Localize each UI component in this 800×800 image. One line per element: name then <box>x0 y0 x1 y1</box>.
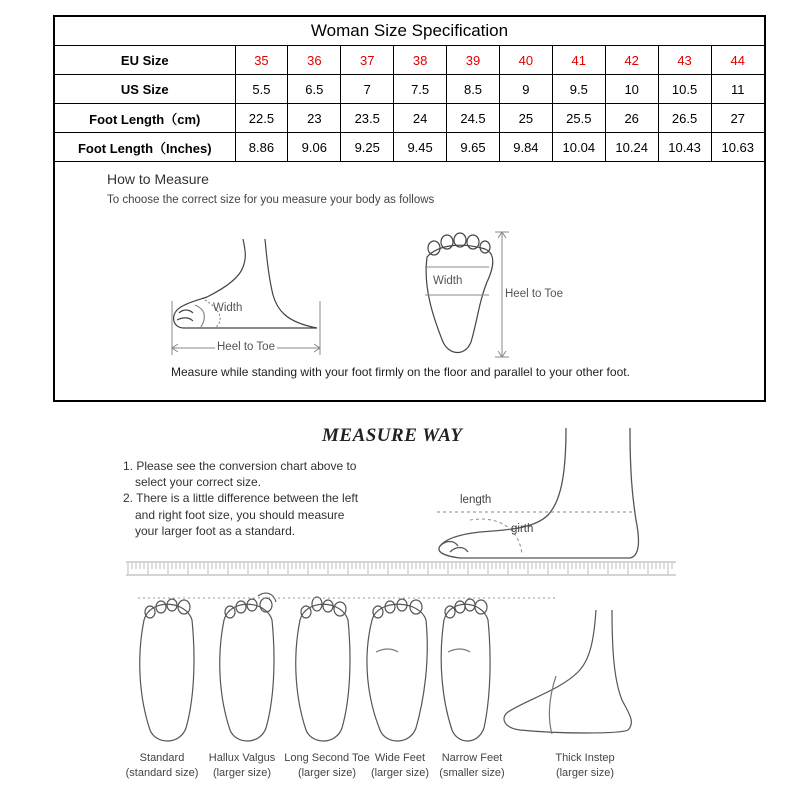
inch-cell: 9.06 <box>288 133 341 162</box>
row-label: EU Size <box>55 46 235 75</box>
how-to-measure-subtitle: To choose the correct size for you measure your body as follows <box>107 194 435 206</box>
eu-size-cell: 40 <box>499 46 552 75</box>
inch-cell: 9.84 <box>499 133 552 162</box>
eu-size-cell: 39 <box>447 46 500 75</box>
inch-cell: 9.45 <box>394 133 447 162</box>
foot-type-name: Thick Instep <box>555 752 615 764</box>
row-label: Foot Length（Inches) <box>55 133 235 162</box>
cm-cell: 25 <box>499 104 552 133</box>
girth-label: girth <box>511 523 534 535</box>
eu-size-cell: 37 <box>341 46 394 75</box>
cm-cell: 26.5 <box>658 104 711 133</box>
inch-cell: 8.86 <box>235 133 288 162</box>
eu-size-cell: 42 <box>605 46 658 75</box>
side-heel-to-toe-label: Heel to Toe <box>217 341 275 353</box>
cm-cell: 24 <box>394 104 447 133</box>
inch-cell: 9.25 <box>341 133 394 162</box>
us-size-cell: 7.5 <box>394 75 447 104</box>
foot-type-name: Hallux Valgus <box>208 752 276 764</box>
cm-cell: 27 <box>711 104 764 133</box>
top-heel-to-toe-label: Heel to Toe <box>505 288 563 300</box>
cm-cell: 23.5 <box>341 104 394 133</box>
inch-cell: 10.04 <box>552 133 605 162</box>
cm-cell: 26 <box>605 104 658 133</box>
foot-type-name: Long Second Toe <box>284 752 370 764</box>
cm-cell: 23 <box>288 104 341 133</box>
step-2-line-1: 2. There is a little difference between the left <box>123 491 359 505</box>
foot-type-size: (larger size) <box>370 767 430 779</box>
foot-type-size: (smaller size) <box>439 767 505 779</box>
us-size-cell: 8.5 <box>447 75 500 104</box>
step-1-line-1: 1. Please see the conversion chart above to <box>123 459 357 473</box>
inch-cell: 9.65 <box>447 133 500 162</box>
side-width-label: Width <box>213 302 243 314</box>
eu-size-cell: 41 <box>552 46 605 75</box>
foot-type-name: Standard <box>139 752 185 764</box>
us-size-cell: 7 <box>341 75 394 104</box>
us-size-cell: 9 <box>499 75 552 104</box>
step-1-line-2: select your correct size. <box>135 475 262 489</box>
eu-size-cell: 44 <box>711 46 764 75</box>
inch-cell: 10.24 <box>605 133 658 162</box>
us-size-cell: 9.5 <box>552 75 605 104</box>
measure-note: Measure while standing with your foot firmly on the floor and parallel to your other foot. <box>171 365 630 379</box>
cm-cell: 24.5 <box>447 104 500 133</box>
foot-type-standard <box>122 751 202 781</box>
top-width-label: Width <box>433 275 463 287</box>
how-to-measure-title: How to Measure <box>107 171 209 187</box>
us-size-cell: 10.5 <box>658 75 711 104</box>
size-table-title: Woman Size Specification <box>55 17 764 46</box>
inch-cell: 10.63 <box>711 133 764 162</box>
foot-type-size: (larger size) <box>212 767 272 779</box>
step-2-line-2: and right foot size, you should measure <box>135 508 345 522</box>
foot-type-hallux-valgus <box>202 751 282 781</box>
foot-type-name: Wide Feet <box>374 752 426 764</box>
row-label: Foot Length（cm) <box>55 104 235 133</box>
foot-type-size: (larger size) <box>555 767 615 779</box>
foot-type-wide-feet <box>362 751 438 781</box>
inch-cell: 10.43 <box>658 133 711 162</box>
eu-size-cell: 36 <box>288 46 341 75</box>
foot-type-narrow-feet <box>432 751 512 781</box>
foot-type-long-second-toe <box>282 751 372 781</box>
length-label: length <box>460 494 492 506</box>
eu-size-cell: 35 <box>235 46 288 75</box>
us-size-cell: 11 <box>711 75 764 104</box>
row-label: US Size <box>55 75 235 104</box>
foot-type-size: (standard size) <box>125 767 199 779</box>
foot-type-name: Narrow Feet <box>441 752 503 764</box>
us-size-cell: 10 <box>605 75 658 104</box>
step-2-line-3: your larger foot as a standard. <box>135 524 296 538</box>
us-size-cell: 6.5 <box>288 75 341 104</box>
foot-type-size: (larger size) <box>297 767 357 779</box>
cm-cell: 25.5 <box>552 104 605 133</box>
eu-size-cell: 43 <box>658 46 711 75</box>
us-size-cell: 5.5 <box>235 75 288 104</box>
cm-cell: 22.5 <box>235 104 288 133</box>
measure-way-title: MEASURE WAY <box>322 425 463 446</box>
eu-size-cell: 38 <box>394 46 447 75</box>
foot-type-thick-instep <box>545 751 625 781</box>
